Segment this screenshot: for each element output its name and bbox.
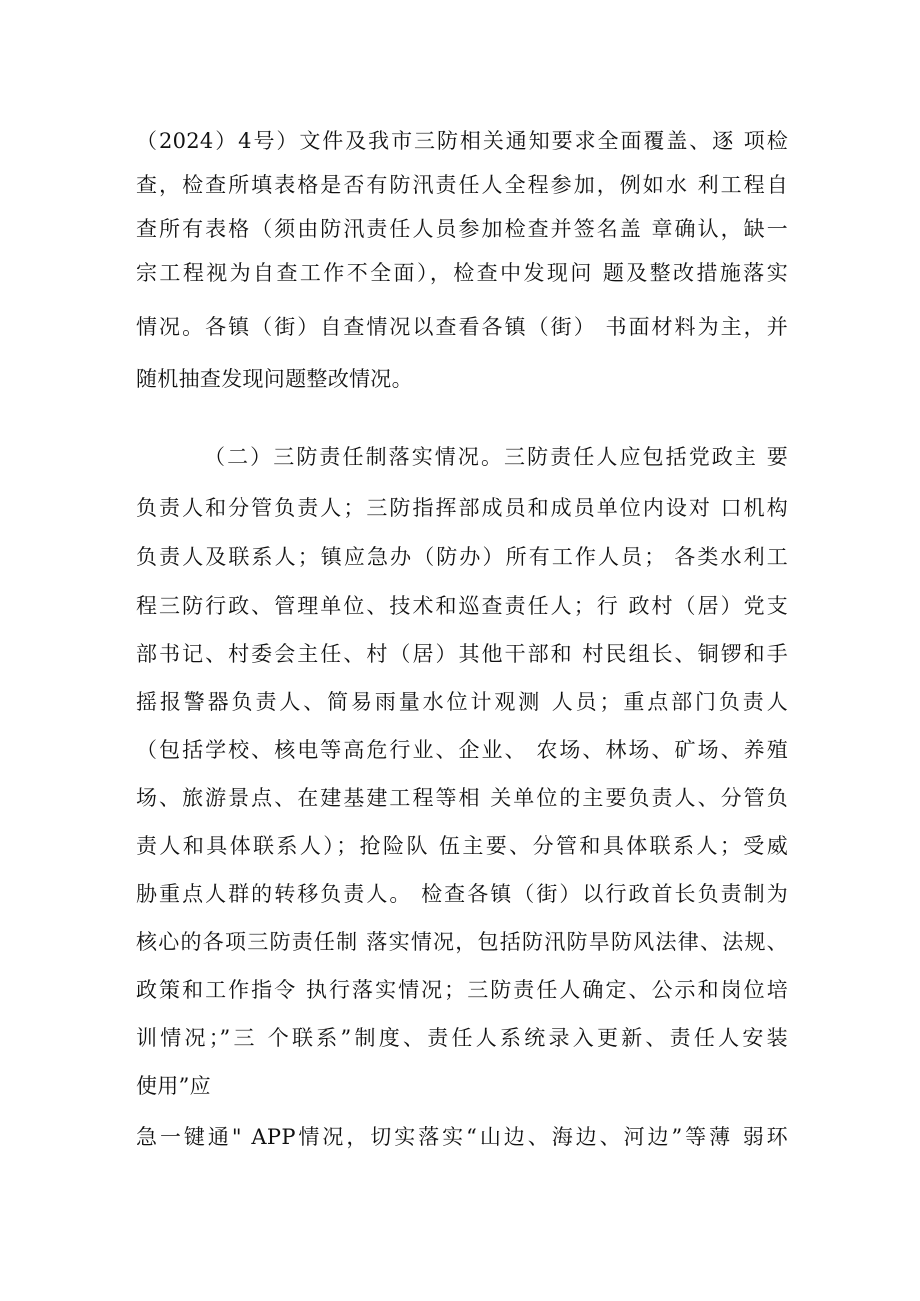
paragraph1-line-1: （2024）4号）文件及我市三防相关通知要求全面覆盖、逐 项检: [136, 129, 788, 153]
paragraph2-line-9: 责人和具体联系人）；抢险队 伍主要、分管和具体联系人；受威: [136, 834, 788, 858]
paragraph2-line-8: 场、旅游景点、在建基建工程等相 关单位的主要负责人、分管负: [136, 786, 788, 810]
paragraph1-line-2: 查，检查所填表格是否有防汛责任人全程参加，例如水 利工程自: [136, 173, 788, 197]
paragraph2-line-15: 急一键通" APP情况，切实落实“山边、海边、河边”等薄 弱环: [136, 1125, 788, 1149]
paragraph2-line-3: 负责人及联系人；镇应急办（防办）所有工作人员； 各类水利工: [136, 545, 788, 569]
paragraph2-line-7: （包括学校、核电等高危行业、企业、 农场、林场、矿场、养殖: [136, 738, 788, 762]
paragraph2-line-12: 政策和工作指令 执行落实情况；三防责任人确定、公示和岗位培: [136, 978, 788, 1002]
paragraph2-line-1: （二）三防责任制落实情况。三防责任人应包括党政主 要: [204, 445, 788, 469]
paragraph2-line-2: 负责人和分管负责人；三防指挥部成员和成员单位内设对 口机构: [136, 496, 788, 520]
paragraph2-line-14: 使用”应: [136, 1074, 211, 1098]
paragraph1-line-6: 随机抽查发现问题整改情况。: [136, 367, 413, 391]
paragraph1-line-4: 宗工程视为自查工作不全面），检查中发现问 题及整改措施落实: [136, 261, 788, 285]
paragraph1-line-5: 情况。各镇（街）自查情况以查看各镇（街） 书面材料为主，并: [136, 315, 788, 339]
paragraph1-line-3: 查所有表格（须由防汛责任人员参加检查并签名盖 章确认，缺一: [136, 217, 788, 241]
paragraph2-line-13: 训情况；”三 个联系”制度、责任人系统录入更新、责任人安装: [136, 1026, 788, 1050]
paragraph2-line-11: 核心的各项三防责任制 落实情况，包括防汛防旱防风法律、法规、: [136, 930, 788, 954]
paragraph2-line-5: 部书记、村委会主任、村（居）其他干部和 村民组长、铜锣和手: [136, 642, 788, 666]
paragraph2-line-4: 程三防行政、管理单位、技术和巡查责任人；行 政村（居）党支: [136, 594, 788, 618]
paragraph2-line-6: 摇报警器负责人、简易雨量水位计观测 人员；重点部门负责人: [136, 690, 788, 714]
paragraph2-line-10: 胁重点人群的转移负责人。 检查各镇（街）以行政首长负责制为: [136, 882, 788, 906]
